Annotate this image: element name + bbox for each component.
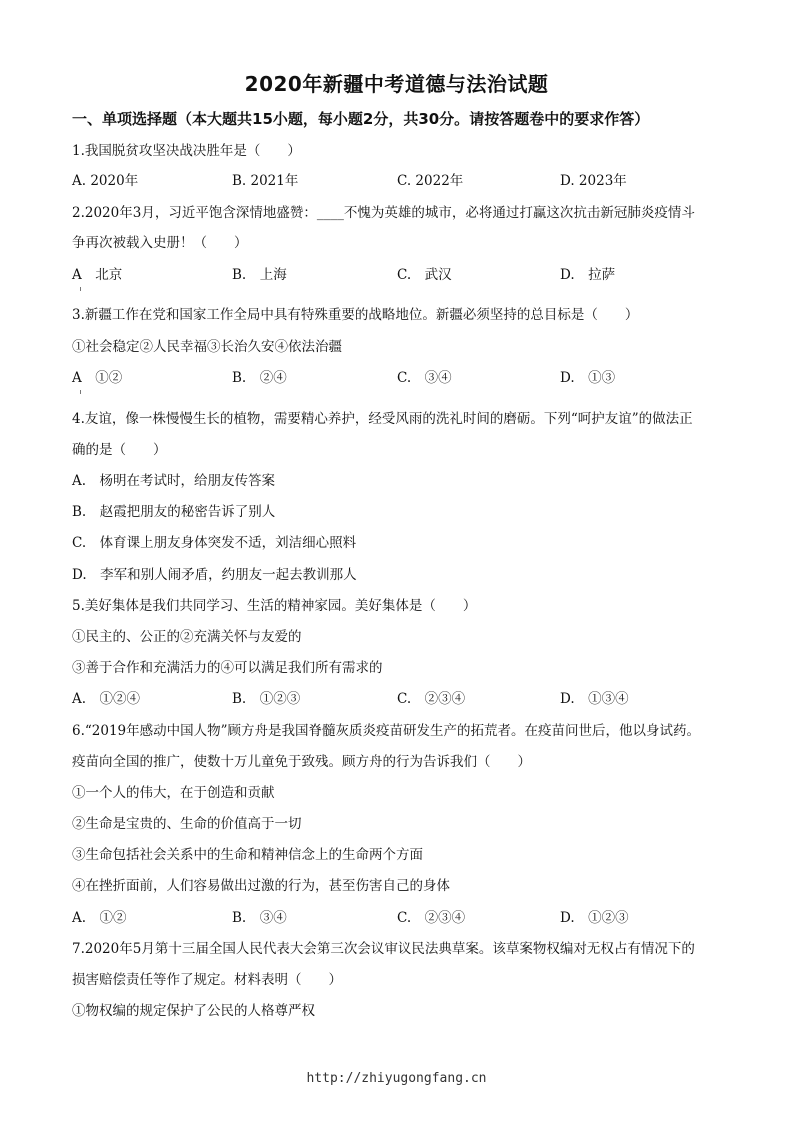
question-2-stem-line-2: 争再次被载入史册！（ ） [72,235,248,251]
option-b: B. ②④ [232,370,287,386]
question-5-items-line-2: ③善于合作和充满活力的④可以满足我们所有需求的 [72,660,383,676]
option-c: C. 2022年 [397,173,464,189]
option-d: D. ①③ [560,370,616,386]
option-a: A. ①②④ [72,691,141,707]
question-6-stem-line-1: 6.“2019年感动中国人物”顾方舟是我国脊髓灰质炎疫苗研发生产的拓荒者。在疫苗问世后，他以身试药。 [72,723,701,739]
option-c: C. ②③④ [397,910,466,926]
question-3-items: ①社会稳定②人民幸福③长治久安④依法治疆 [72,339,342,355]
question-2-stem-line-1: 2.2020年3月，习近平饱含深情地盛赞：____不愧为英雄的城市，必将通过打赢这次抗击新冠肺炎疫情斗 [72,205,695,221]
option-a: A. 2020年 [72,173,139,189]
option-a: A ①② [72,370,123,386]
question-6-item-1: ①一个人的伟大，在于创造和贡献 [72,785,275,801]
question-7-stem-line-1: 7.2020年5月第十三届全国人民代表大会第三次会议审议民法典草案。该草案物权编对无权占有情况下的 [72,941,695,957]
option-d: D. ①②③ [560,910,629,926]
question-6-options [72,909,732,927]
question-3-stem: 3.新疆工作在党和国家工作全局中具有特殊重要的战略地位。新疆必须坚持的总目标是（ ） [72,307,639,323]
question-6-item-4: ④在挫折面前，人们容易做出过激的行为，甚至伤害自己的身体 [72,878,450,894]
question-6-stem-line-2: 疫苗向全国的推广，使数十万儿童免于致残。顾方舟的行为告诉我们（ ） [72,754,531,770]
question-4-option-d: D. 李军和别人闹矛盾，约朋友一起去教训那人 [72,567,357,583]
question-4-option-a: A. 杨明在考试时，给朋友传答案 [72,473,276,489]
option-c: C. 武汉 [397,267,452,283]
question-7-item-1: ①物权编的规定保护了公民的人格尊严权 [72,1003,315,1019]
option-d: D. ①③④ [560,691,629,707]
option-b: B. ③④ [232,910,287,926]
question-5-items-line-1: ①民主的、公正的②充满关怀与友爱的 [72,629,302,645]
option-d: D. 2023年 [560,173,627,189]
question-5-options [72,690,732,708]
scan-mark [80,390,81,394]
option-c: C. ③④ [397,370,452,386]
question-6-item-2: ②生命是宝贵的、生命的价值高于一切 [72,816,302,832]
question-4-option-c: C. 体育课上朋友身体突发不适，刘洁细心照料 [72,535,357,551]
question-1-stem: 1.我国脱贫攻坚决战决胜年是（ ） [72,143,301,159]
question-2-options [72,266,732,284]
section-heading: 一、单项选择题（本大题共15小题，每小题2分，共30分。请按答题卷中的要求作答） [72,110,650,128]
question-5-stem: 5.美好集体是我们共同学习、生活的精神家园。美好集体是（ ） [72,598,477,614]
option-b: B. 上海 [232,267,287,283]
question-1-options [72,172,732,190]
page-title: 2020年新疆中考道德与法治试题 [244,72,549,96]
option-b: B. ①②③ [232,691,301,707]
option-a: A 北京 [72,267,123,283]
question-4-option-b: B. 赵霞把朋友的秘密告诉了别人 [72,504,276,520]
option-d: D. 拉萨 [560,267,616,283]
question-6-item-3: ③生命包括社会关系中的生命和精神信念上的生命两个方面 [72,847,423,863]
question-4-stem-line-2: 确的是（ ） [72,442,167,458]
footer-url: http://zhiyugongfang.cn [306,1071,487,1086]
scan-mark [80,287,81,291]
question-4-stem-line-1: 4.友谊，像一株慢慢生长的植物，需要精心养护，经受风雨的洗礼时间的磨砺。下列“呵护友谊”的做法正 [72,411,693,427]
option-b: B. 2021年 [232,173,299,189]
option-a: A. ①② [72,910,127,926]
option-c: C. ②③④ [397,691,466,707]
question-7-stem-line-2: 损害赔偿责任等作了规定。材料表明（ ） [72,972,342,988]
question-3-options [72,369,732,387]
